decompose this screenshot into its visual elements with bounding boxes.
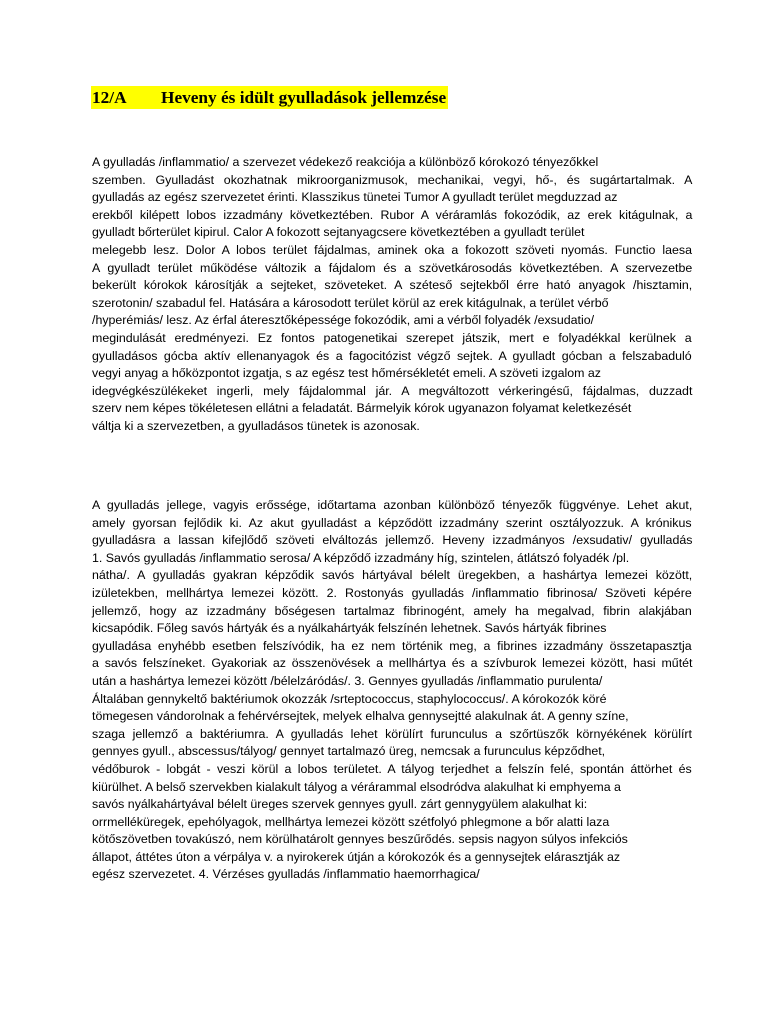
paragraph-line: állapot, áttétes úton a vérpálya v. a nyirokerek útján a kórokozók és a gennysejtek elárasztják az xyxy=(92,849,621,864)
paragraph-line: gyulladásra a lassan kifejlődő szöveti elváltozás jellemző. Heveny izzadmányos /exsudativ/ gyulladás xyxy=(92,533,693,548)
paragraph-line: szerotonin/ szabadul fel. Hatására a károsodott terület körül az erek kitágulnak, a terület vérbő xyxy=(92,295,609,310)
paragraph-line: szemben. Gyulladást okozhatnak mikroorganizmusok, mechanikai, vegyi, hő-, és sugártartalmak. A xyxy=(92,172,693,187)
paragraph-line: váltja ki a szervezetben, a gyulladásos tünetek is azonosak. xyxy=(92,418,420,433)
paragraph-line: gyulladás az egész szervezetet érinti. Klasszikus tünetei Tumor A gyulladt terület megduzzad az xyxy=(92,190,618,205)
paragraph-line: A gyulladt terület működése változik a fájdalom és a szövetkárosodás következtében. A szervezetbe xyxy=(92,260,693,275)
paragraph-line: tömegesen vándorolnak a fehérvérsejtek, melyek elhalva gennysejtté alakulnak át. A genny színe, xyxy=(92,709,629,724)
paragraph-line: melegebb lesz. Dolor A lobos terület fájdalmas, aminek oka a fokozott szöveti nyomás. Functio laesa xyxy=(92,242,692,257)
paragraph-line: bekerült kórokok károsítják a sejteket, szöveteket. A széteső sejtekből érre ható anyagok /hisztamin, xyxy=(92,278,693,293)
paragraph-line: kiürülhet. A belső szervekben kialakult tályog a vérárammal elsodródva alakulhat ki emphyema a xyxy=(92,779,621,794)
paragraph-line: amely gyorsan fejlődik ki. Az akut gyulladást a képződött izzadmány szerint osztályozzuk. A krónikus xyxy=(92,515,692,530)
paragraph-types xyxy=(92,497,692,884)
paragraph-line: A gyulladás /inflammatio/ a szervezet védekező reakciója a különböző kórokozó tényezőkkel xyxy=(92,155,599,169)
paragraph-line: savós nyálkahártyával bélelt üreges szervek gennyes gyull. zárt gennygyülem alakulhat ki: xyxy=(92,797,588,812)
paragraph-line: vegyi anyag a hőközpontot izgatja, s az egész test hőmérsékletét emeli. A szöveti izgalom az xyxy=(92,366,601,381)
paragraph-line: /hyperémiás/ lesz. Az érfal áteresztőképessége fokozódik, ami a vérből folyadék /exsudatio/ xyxy=(92,313,595,328)
paragraph-line: után a hashártya lemezei között /bélelzáródás/. 3. Gennyes gyulladás /inflammatio purulenta/ xyxy=(92,673,603,688)
paragraph-line: idegvégkészülékeket ingerli, mely fájdalommal jár. A megváltozott vérkeringésű, fájdalmas, duzzadt xyxy=(92,383,693,398)
section-number: 12/A xyxy=(92,88,127,107)
paragraph-line: izületekben, mellhártya lemezei között. 2. Rostonyás gyulladás /inflammatio fibrinosa/ Szöveti képére xyxy=(92,585,692,600)
paragraph-line: gyulladásos gócba aktív ellenanyagok és a fagocitózist végző sejtek. A gyulladt gócban a felszabaduló xyxy=(92,348,692,363)
section-heading xyxy=(91,86,448,109)
paragraph-line: nátha/. A gyulladás gyakran képződik savós hártyával bélelt üregekben, a hashártya lemezei között, xyxy=(92,568,693,583)
paragraph-line: kicsapódik. Főleg savós hártyák és a nyálkahártyák felszínén lehetnek. Savós hártyák fibrines xyxy=(92,621,607,636)
paragraph-line: gennyes gyull., abscessus/tályog/ gennyet tartalmazó üreg, nemcsak a furunculus képződhet, xyxy=(92,744,606,759)
paragraph-line: kötőszövetben tovakúszó, nem körülhatárolt gennyes beszűrődés. sepsis nagyon súlyos infekciós xyxy=(92,832,628,847)
paragraph-line: jellemző, hogy az izzadmány bőségesen tartalmaz fibrinogént, amely ha megalvad, fibrin alakjában xyxy=(92,603,692,618)
paragraph-line: gyulladt bőrterület kipirul. Calor A fokozott sejtanyagcsere következtében a gyulladt terület xyxy=(92,225,585,240)
paragraph-intro xyxy=(92,154,692,436)
paragraph-line: erekből kilépett lobos izzadmány következtében. Rubor A véráramlás fokozódik, az erek kitágulnak, a xyxy=(92,207,693,222)
paragraph-line: egész szervezetet. 4. Vérzéses gyulladás /inflammatio haemorrhagica/ xyxy=(92,867,480,882)
section-title: Heveny és idült gyulladások jellemzése xyxy=(161,88,447,107)
paragraph-line: szerv nem képes tökéletesen ellátni a feladatát. Bármelyik kórok ugyanazon folyamat keletkezését xyxy=(92,401,632,416)
paragraph-line: megindulását eredményezi. Ez fontos patogenetikai szerepet játszik, mert e folyadékkal kerülnek a xyxy=(92,330,692,345)
paragraph-line: A gyulladás jellege, vagyis erőssége, időtartama azonban különböző tényezők függvénye. Lehet akut, xyxy=(92,498,693,512)
paragraph-line: védőburok - lobgát - veszi körül a lobos területet. A tályog terjedhet a felszín felé, spontán áttörhet és xyxy=(92,761,692,776)
paragraph-line: gyulladása enyhébb esetben felszívódik, ha ez nem történik meg, a fibrines izzadmány összetapasztja xyxy=(92,638,692,653)
paragraph-line: orrmelléküregek, epehólyagok, mellhártya lemezei között szétfolyó phlegmone a bőr alatti laza xyxy=(92,814,610,829)
paragraph-line: szaga jellemző a baktériumra. A gyulladás lehet körülírt furunculus a szőrtüszők környékének körülírt xyxy=(92,726,692,741)
paragraph-line: 1. Savós gyulladás /inflammatio serosa/ A képződő izzadmány híg, szintelen, átlátszó folyadék /pl. xyxy=(92,550,630,565)
paragraph-line: Általában gennykeltő baktériumok okozzák /srteptococcus, staphylococcus/. A kórokozók köré xyxy=(92,691,607,706)
paragraph-line: a savós felszíneket. Gyakoriak az összenövések a mellhártya és a szívburok lemezei között, hasi műtét xyxy=(92,656,693,671)
